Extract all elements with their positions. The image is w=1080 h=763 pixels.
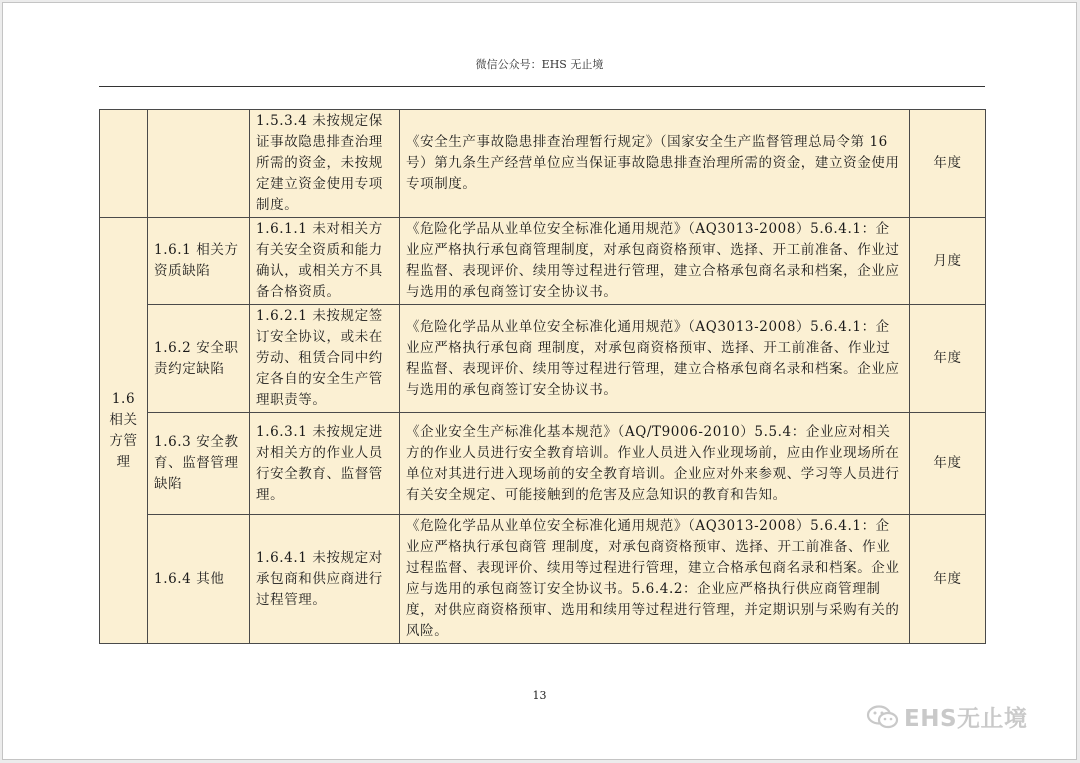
frequency-cell: 年度 [910, 110, 986, 218]
frequency-cell: 年度 [910, 413, 986, 515]
criterion-cell: 1.6.4.1 未按规定对承包商和供应商进行过程管理。 [250, 515, 400, 644]
table-row [100, 515, 986, 644]
frequency-cell: 年度 [910, 305, 986, 413]
watermark-text: EHS无止境 [904, 706, 1028, 732]
document-page [2, 2, 1077, 760]
wechat-icon [866, 705, 900, 729]
subcategory-cell: 1.6.2 安全职责约定缺陷 [148, 305, 250, 413]
watermark [866, 700, 1028, 733]
subcategory-cell-empty [148, 110, 250, 218]
header-rule [99, 86, 985, 87]
page-number: 13 [532, 689, 547, 702]
basis-cell: 《危险化学品从业单位安全标准化通用规范》（AQ3013-2008）5.6.4.1：企业应严格执行承包商管 理制度，对承包商资格预审、选择、开工前准备、作业过程监督、表现评价、续用等过程进行管理，建立合格承包商名录和档案。企业应与选用的承包商签订安全协议书。5.6.4.2：企业应严格执行供应商管理制度，对供应商资格预审、选用和续用等过程进行管理，并定期识别与采购有关的风险。 [400, 515, 910, 644]
table-row [100, 305, 986, 413]
basis-cell: 《安全生产事故隐患排查治理暂行规定》（国家安全生产监督管理总局令第 16 号）第九条生产经营单位应当保证事故隐患排查治理所需的资金，建立资金使用专项制度。 [400, 110, 910, 218]
basis-cell: 《危险化学品从业单位安全标准化通用规范》（AQ3013-2008）5.6.4.1：企业应严格执行承包商 理制度，对承包商资格预审、选择、开工前准备、作业过程监督、表现评价、续用等过程进行管理，建立合格承包商名录和档案。企业应与选用的承包商签订安全协议书。 [400, 305, 910, 413]
subcategory-cell: 1.6.1 相关方资质缺陷 [148, 218, 250, 305]
table-row [100, 110, 986, 218]
basis-cell: 《企业安全生产标准化基本规范》（AQ/T9006-2010）5.5.4：企业应对相关方的作业人员进行安全教育培训。作业人员进入作业现场前，应由作业现场所在单位对其进行进入现场前的安全教育培训。企业应对外来参观、学习等人员进行有关安全规定、可能接触到的危害及应急知识的教育和告知。 [400, 413, 910, 515]
subcategory-cell: 1.6.3 安全教育、监督管理缺陷 [148, 413, 250, 515]
subcategory-cell: 1.6.4 其他 [148, 515, 250, 644]
hazard-checklist-table [99, 109, 986, 644]
criterion-cell: 1.5.3.4 未按规定保证事故隐患排查治理所需的资金，未按规定建立资金使用专项制度。 [250, 110, 400, 218]
category-cell: 1.6 相关方管理 [100, 218, 148, 644]
criterion-cell: 1.6.2.1 未按规定签订安全协议，或未在劳动、租赁合同中约定各自的安全生产管理职责等。 [250, 305, 400, 413]
criterion-cell: 1.6.3.1 未按规定进对相关方的作业人员行安全教育、监督管理。 [250, 413, 400, 515]
criterion-cell: 1.6.1.1 未对相关方有关安全资质和能力确认，或相关方不具备合格资质。 [250, 218, 400, 305]
category-cell-empty [100, 110, 148, 218]
basis-cell: 《危险化学品从业单位安全标准化通用规范》（AQ3013-2008）5.6.4.1：企业应严格执行承包商管理制度，对承包商资格预审、选择、开工前准备、作业过程监督、表现评价、续用等过程进行管理，建立合格承包商名录和档案，企业应与选用的承包商签订安全协议书。 [400, 218, 910, 305]
table-row [100, 413, 986, 515]
frequency-cell: 月度 [910, 218, 986, 305]
frequency-cell: 年度 [910, 515, 986, 644]
table-row [100, 218, 986, 305]
page-header: 微信公众号：EHS 无止境 [475, 58, 604, 71]
